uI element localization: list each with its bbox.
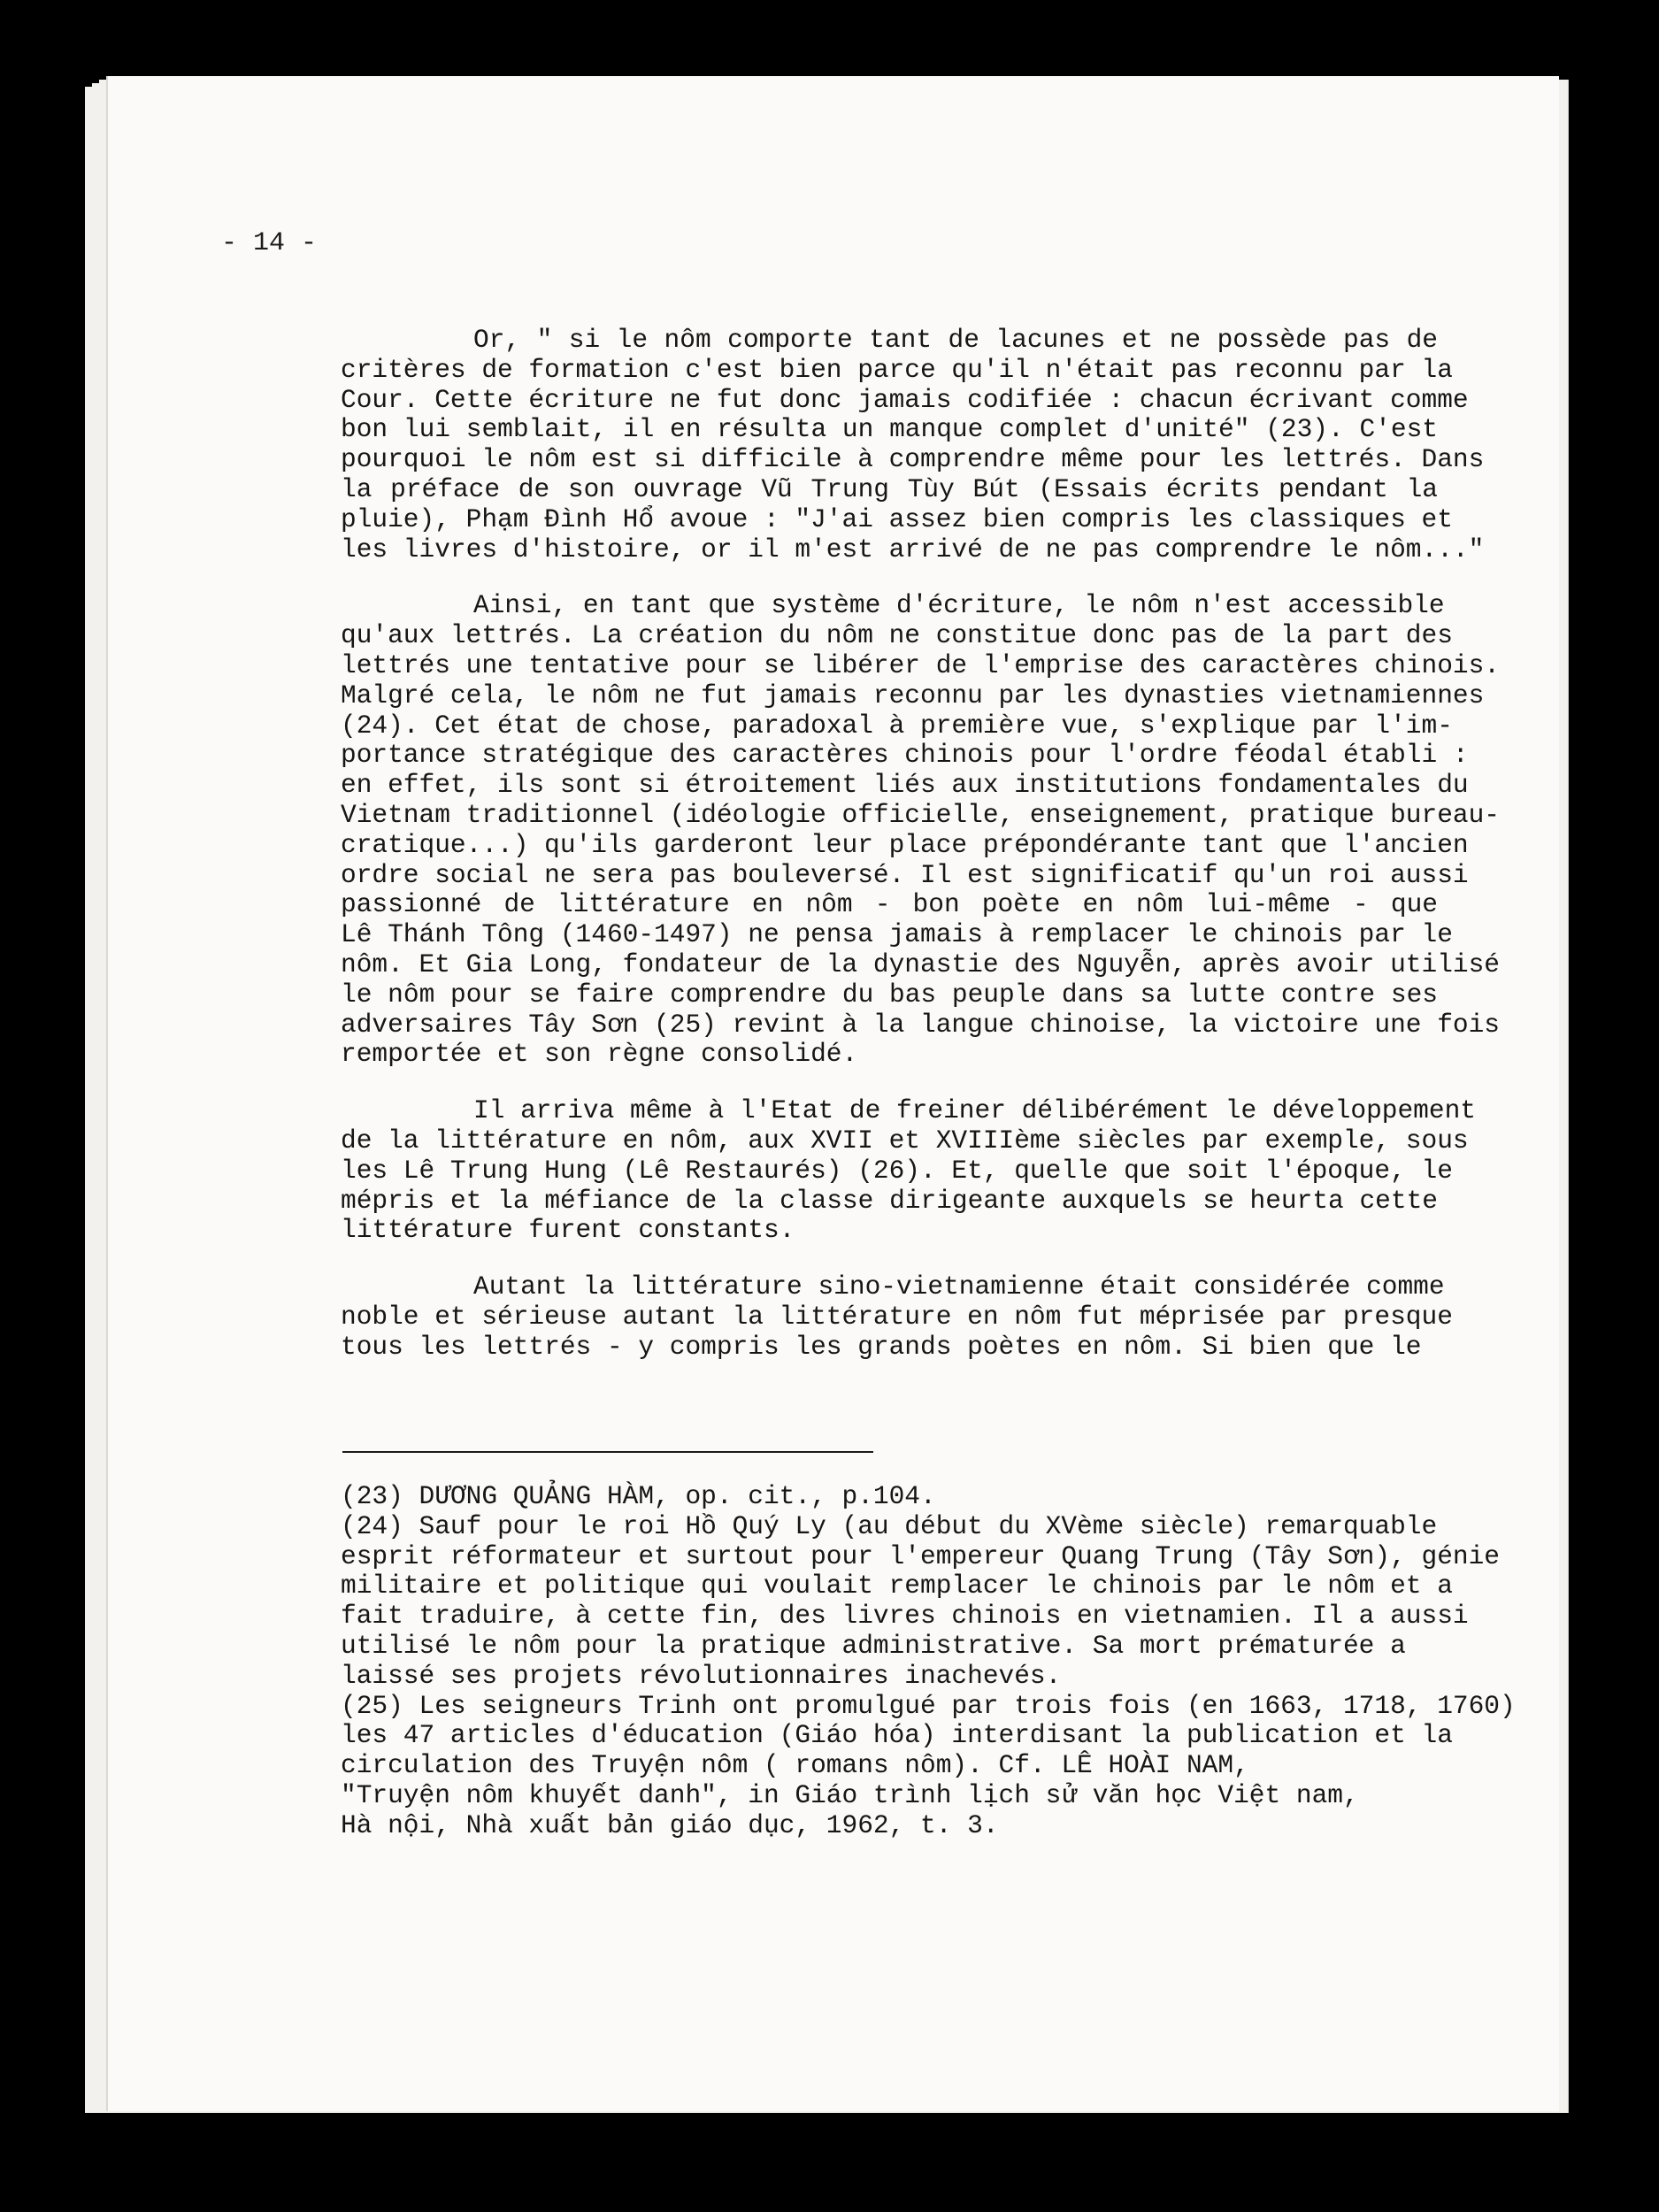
footnote-line: militaire et politique qui voulait remplacer le chinois par le nôm et a — [341, 1571, 1453, 1601]
footnote-line: circulation des Truyện nôm ( romans nôm). Cf. LÊ HOÀI NAM, — [341, 1750, 1249, 1781]
footnote-line: (23) DƯƠNG QUẢNG HÀM, op. cit., p.104. — [341, 1481, 936, 1511]
text-line: Autant la littérature sino-vietnamienne était considérée comme — [473, 1271, 1445, 1302]
footnote — [341, 1510, 1501, 1692]
footnote-line: Hà nội, Nhà xuất bản giáo dục, 1962, t. 3. — [341, 1809, 999, 1840]
footnote-line: fait traduire, à cette fin, des livres chinois en vietnamien. Il a aussi — [341, 1601, 1469, 1632]
footnote-separator — [342, 1451, 873, 1453]
text-line: Cour. Cette écriture ne fut donc jamais codifiée : chacun écrivant comme — [341, 384, 1469, 415]
text-line: les livres d'histoire, or il m'est arrivé de ne pas comprendre le nôm..." — [341, 534, 1485, 565]
text-line: le nôm pour se faire comprendre du bas peuple dans sa lutte contre ses — [341, 979, 1438, 1010]
text-line: Lê Thánh Tông (1460-1497) ne pensa jamais à remplacer le chinois par le — [341, 919, 1453, 950]
text-line: passionné de littérature en nôm - bon poète en nôm lui-même - que — [341, 889, 1438, 920]
text-line: pluie), Phạm Đình Hổ avoue : "J'ai assez bien compris les classiques et — [341, 503, 1453, 534]
page-number: - 14 - — [221, 228, 318, 258]
paragraph — [341, 325, 1485, 565]
text-line: Malgré cela, le nôm ne fut jamais reconnu par les dynasties vietnamiennes — [341, 680, 1485, 710]
text-line: adversaires Tây Sơn (25) revint à la langue chinoise, la victoire une fois — [341, 1009, 1501, 1040]
text-line: Ainsi, en tant que système d'écriture, le nôm n'est accessible — [473, 590, 1445, 621]
text-line: Or, " si le nôm comporte tant de lacunes et ne possède pas de — [473, 325, 1438, 355]
text-line: critères de formation c'est bien parce qu'il n'était pas reconnu par la — [341, 354, 1453, 385]
footnote — [341, 1690, 1516, 1841]
text-line: nôm. Et Gia Long, fondateur de la dynastie des Nguyễn, après avoir utilisé — [341, 949, 1501, 979]
footnote-line: (25) Les seigneurs Trinh ont promulgué par trois fois (en 1663, 1718, 1760) — [341, 1690, 1516, 1721]
text-line: cratique...) qu'ils garderont leur place prépondérante tant que l'ancien — [341, 829, 1469, 860]
text-line: Il arriva même à l'Etat de freiner délibérément le développement — [473, 1095, 1476, 1126]
main-text — [341, 325, 1501, 1389]
footnotes — [341, 1481, 1516, 1841]
paragraph — [341, 1271, 1453, 1362]
footnote-line: (24) Sauf pour le roi Hồ Quý Ly (au début du XVème siècle) remarquable — [341, 1510, 1438, 1541]
text-line: la préface de son ouvrage Vũ Trung Tùy Bút (Essais écrits pendant la — [341, 473, 1438, 504]
text-line: lettrés une tentative pour se libérer de l'emprise des caractères chinois. — [341, 649, 1501, 680]
text-line: mépris et la méfiance de la classe dirigeante auxquels se heurta cette — [341, 1185, 1438, 1216]
text-line: remportée et son règne consolidé. — [341, 1039, 858, 1070]
footnote-line: utilisé le nôm pour la pratique administrative. Sa mort prématurée a — [341, 1630, 1406, 1661]
text-line: littérature furent constants. — [341, 1215, 795, 1246]
paragraph — [341, 1095, 1476, 1246]
footnote-line: "Truyện nôm khuyết danh", in Giáo trình lịch sử văn học Việt nam, — [341, 1779, 1359, 1810]
footnote — [341, 1482, 1438, 1512]
footnote-line: laissé ses projets révolutionnaires inachevés. — [341, 1660, 1062, 1691]
footnote-line: les 47 articles d'éducation (Giáo hóa) interdisant la publication et la — [341, 1720, 1453, 1751]
text-line: qu'aux lettrés. La création du nôm ne constitue donc pas de la part des — [341, 620, 1453, 651]
text-line: ordre social ne sera pas bouleversé. Il est significatif qu'un roi aussi — [341, 859, 1469, 890]
footnote-line: esprit réformateur et surtout pour l'empereur Quang Trung (Tây Sơn), génie — [341, 1540, 1501, 1571]
paragraph — [341, 590, 1501, 1070]
text-line: pourquoi le nôm est si difficile à comprendre même pour les lettrés. Dans — [341, 444, 1485, 475]
text-line: portance stratégique des caractères chinois pour l'ordre féodal établi : — [341, 740, 1469, 771]
text-line: les Lê Trung Hung (Lê Restaurés) (26). Et, quelle que soit l'époque, le — [341, 1155, 1453, 1186]
text-line: tous les lettrés - y compris les grands poètes en nôm. Si bien que le — [341, 1331, 1422, 1362]
text-line: de la littérature en nôm, aux XVII et XVIIIème siècles par exemple, sous — [341, 1125, 1469, 1156]
text-line: bon lui semblait, il en résulta un manque complet d'unité" (23). C'est — [341, 414, 1438, 445]
text-line: Vietnam traditionnel (idéologie officielle, enseignement, pratique bureau- — [341, 799, 1501, 830]
text-line: (24). Cet état de chose, paradoxal à première vue, s'explique par l'im- — [341, 710, 1453, 741]
text-line: en effet, ils sont si étroitement liés aux institutions fondamentales du — [341, 770, 1469, 801]
text-line: noble et sérieuse autant la littérature en nôm fut méprisée par presque — [341, 1301, 1453, 1332]
